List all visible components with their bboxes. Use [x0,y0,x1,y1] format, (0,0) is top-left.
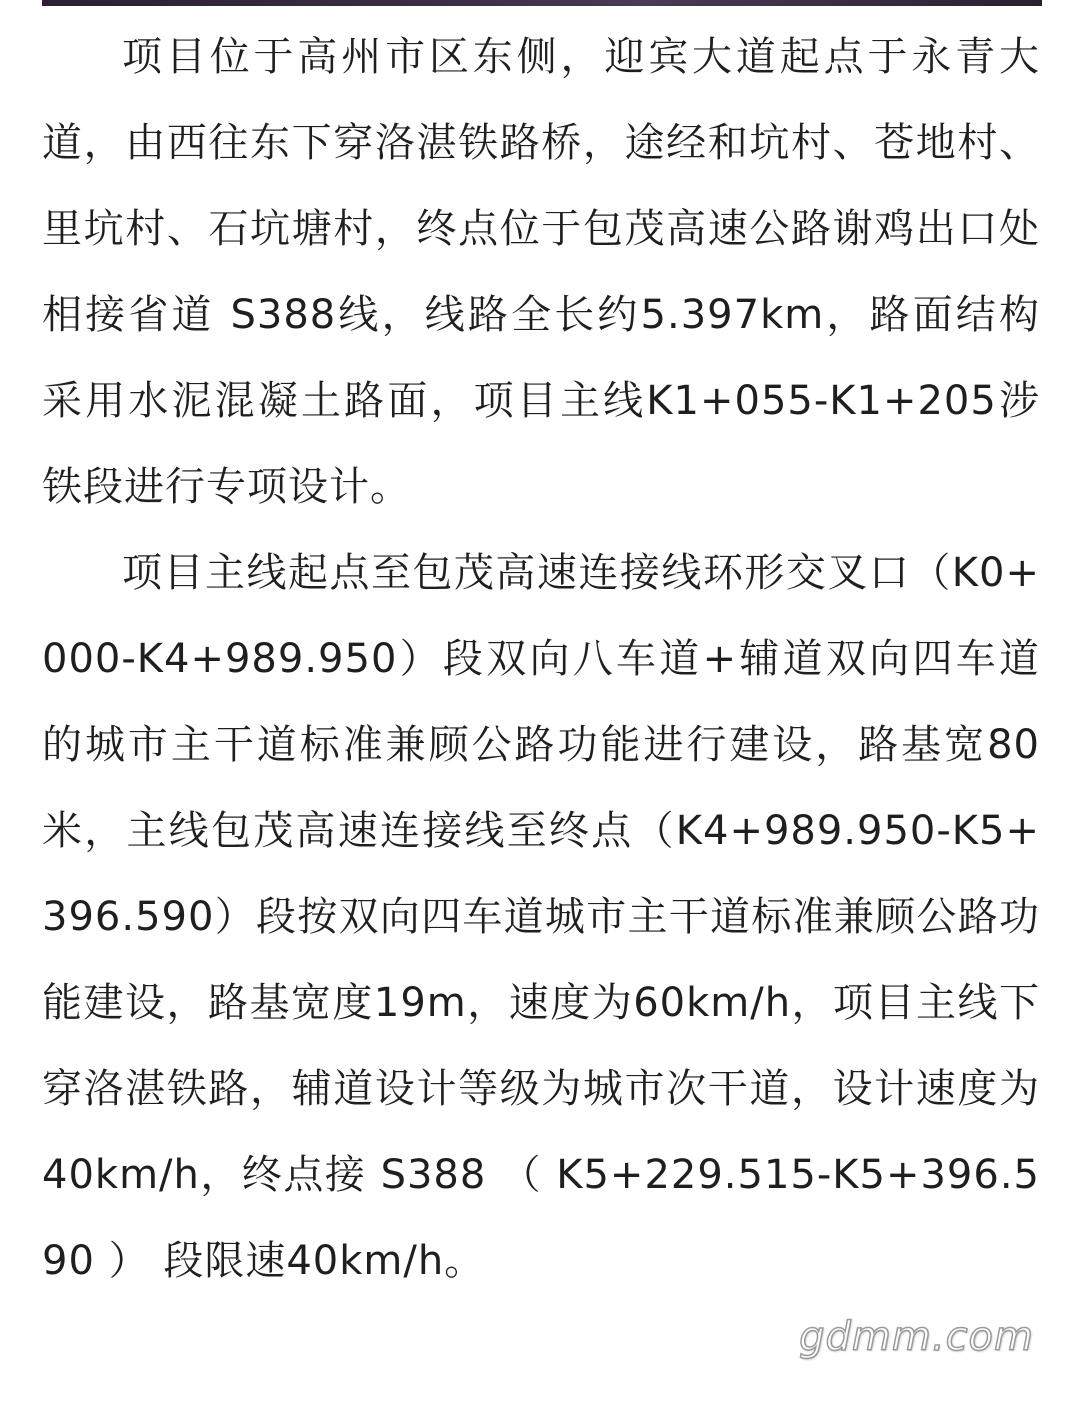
article-body [42,14,1040,1304]
site-watermark: gdmm.com [799,1314,1034,1360]
paragraph-project-location: 项目位于高州市区东侧，迎宾大道起点于永青大道，由西往东下穿洛湛铁路桥，途经和坑村、苍地村、里坑村、石坑塘村，终点位于包茂高速公路谢鸡出口处相接省道 S388线，线路全长约5.397km，路面结构采用水泥混凝土路面，项目主线K1+055-K1+205涉铁段进行专项设计。 [42,34,1040,510]
top-image-edge [42,0,1042,6]
paragraph-project-standards: 项目主线起点至包茂高速连接线环形交叉口（K0+000-K4+989.950）段双向八车道+辅道双向四车道的城市主干道标准兼顾公路功能进行建设，路基宽80米，主线包茂高速连接线至终点（K4+989.950-K5+396.590）段按双向四车道城市主干道标准兼顾公路功能建设，路基宽度19m，速度为60km/h，项目主线下穿洛湛铁路，辅道设计等级为城市次干道，设计速度为40km/h，终点接 S388 （ K5+229.515-K5+396.590 ） 段限速40km/h。 [42,550,1040,1284]
